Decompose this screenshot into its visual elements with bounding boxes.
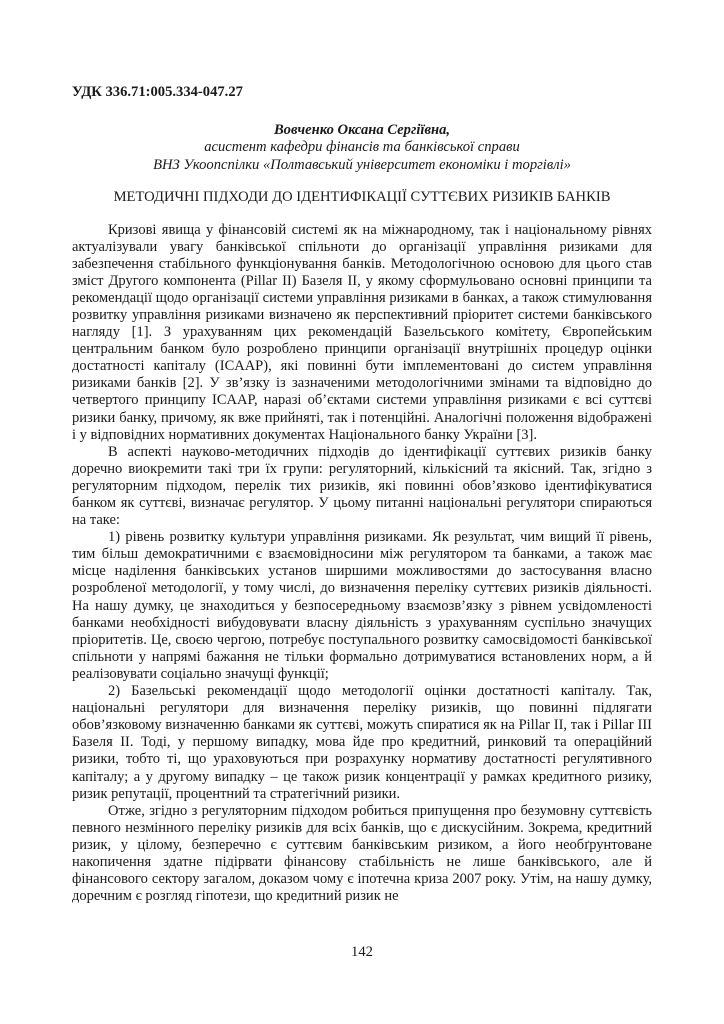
article-title: МЕТОДИЧНІ ПІДХОДИ ДО ІДЕНТИФІКАЦІЇ СУТТЄВИХ РИЗИКІВ БАНКІВ bbox=[113, 189, 611, 205]
udc-code: УДК 336.71:005.334-047.27 bbox=[72, 84, 243, 100]
page-number: 142 bbox=[351, 944, 373, 960]
paragraph-intro: Кризові явища у фінансовій системі як на міжнародному, так і національному рівнях актуалізували увагу банківської спільноти до організації управління ризиками для забезпечення стабільного функціонування банків. Методологічною основою для цього став зміст Другого компонента (Pillar II) Базеля II, у якому сформульовано основні принципи та рекомендації щодо організації системи управління ризиками в банках, а також стимулювання розвитку управління ризиками визначено як перспективний пріоритет системи банківського нагляду [1]. З урахуванням цих рекомендацій Базельського комітету, Європейським центральним банком було розроблено принципи організації внутрішніх процедур оцінки достатності капіталу (ICAAP), які повинні бути імплементовані до систем управління ризиками банків [2]. У зв’язку із зазначеними методологічними змінами та відповідно до четвертого принципу ICAAP, наразі об’єктами системи управління ризиками є всі суттєві ризики банку, причому, як вже прийняті, так і потенційні. Аналогічні положення відображені і у відповідних нормативних документах Національного банку України [3]. bbox=[72, 221, 652, 443]
paragraph-approaches: В аспекті науково-методичних підходів до ідентифікації суттєвих ризиків банку доречно виокремити такі три їх групи: регуляторний, кількісний та якісний. Так, згідно з регуляторним підходом, перелік тих ризиків, які повинні обов’язково ідентифікуватися банком як суттєві, визначає регулятор. У цьому питанні національні регулятори спираються на таке: bbox=[72, 443, 652, 529]
paragraph-item-1: 1) рівень розвитку культури управління ризиками. Як результат, чим вищий її рівень, тим більш демократичними є взаємовідносини між регулятором та банками, а також має місце наділення банківських установ ширшими можливостями до застосування власно розробленої методології, у тому числі, до визначення переліку суттєвих ризиків діяльності. На нашу думку, це знаходиться у безпосередньому взаємозв’язку з рівнем усвідомленості банками необхідності вибудовувати власну діяльність з урахуванням суспільно значущих пріоритетів. Це, своєю чергою, потребує поступального розвитку самосвідомості банківської спільноти у напрямі бажання не тільки формально дотримуватися встановлених норм, а й реалізовувати соціально значущі функції; bbox=[72, 529, 652, 682]
paragraph-conclusion: Отже, згідно з регуляторним підходом робиться припущення про безумовну суттєвість певного незмінного переліку ризиків для всіх банків, що є дискусійним. Зокрема, кредитний ризик, у цілому, безперечно є суттєвим банківським ризиком, а його необґрунтоване накопичення здатне підірвати фінансову стабільність не лише банківського, але й фінансового сектору загалом, доказом чому є іпотечна криза 2007 року. Утім, на нашу думку, доречним є розгляд гіпотези, що кредитний ризик не bbox=[72, 802, 652, 905]
author-position: асистент кафедри фінансів та банківської справи bbox=[204, 139, 520, 155]
article-body bbox=[72, 222, 652, 906]
author-block bbox=[72, 122, 652, 175]
paragraph-item-2: 2) Базельські рекомендації щодо методології оцінки достатності капіталу. Так, національні регулятори для визначення переліку ризиків, що повинні підлягати обов’язковому визначенню банками як суттєві, можуть спиратися як на Pillar II, так і Pillar III Базеля II. Тоді, у першому випадку, мова йде про кредитний, ринковий та операційний ризики, тобто ті, що ураховуються при розрахунку нормативу достатності регулятивного капіталу; а у другому випадку – це також ризик концентрації у рамках кредитного ризику, ризик репутації, процентний та стратегічний ризики. bbox=[72, 683, 652, 802]
author-name: Вовченко Оксана Сергіївна, bbox=[273, 121, 451, 138]
author-institution: ВНЗ Укоопспілки «Полтавський університет економіки і торгівлі» bbox=[153, 156, 571, 173]
